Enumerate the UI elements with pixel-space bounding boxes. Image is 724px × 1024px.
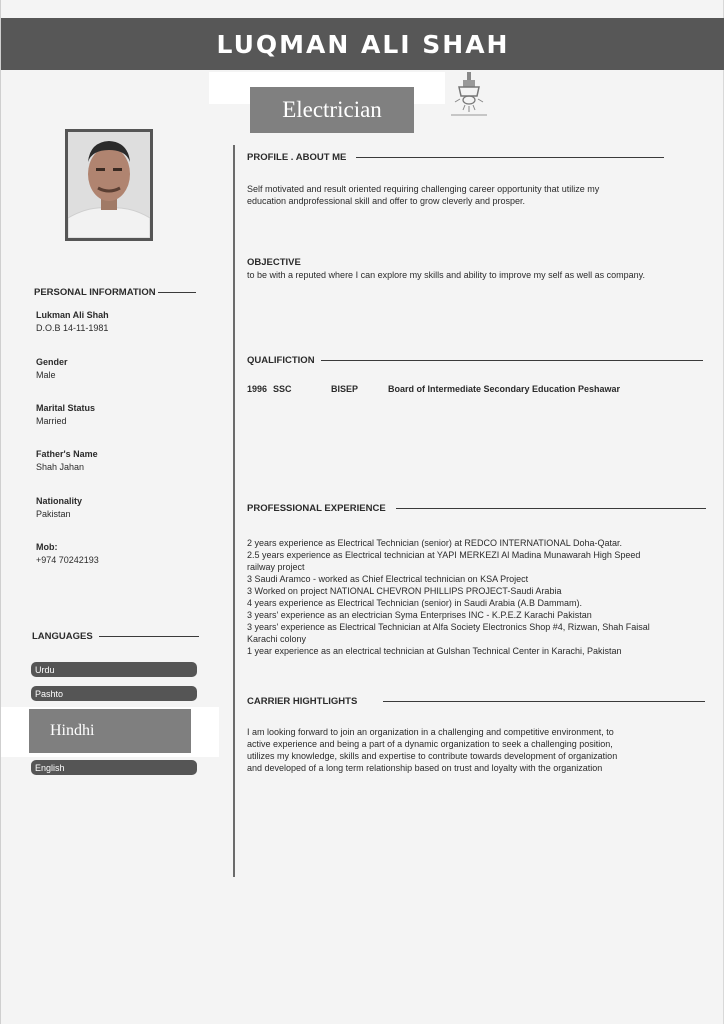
language-english: English [31,760,197,775]
highlights-line: I am looking forward to join an organization in a challenging and competitive environment, to [247,727,614,737]
language-urdu: Urdu [31,662,197,677]
nationality-label: Nationality [36,496,83,506]
marital-block [36,403,95,426]
experience-line: 2 years experience as Electrical Technician (senior) at REDCO INTERNATIONAL Doha-Qatar. [247,538,622,548]
marital-value: Married [36,416,67,426]
father-label: Father's Name [36,449,98,459]
objective-text: to be with a reputed where I can explore my skills and ability to improve my self as well as company. [247,270,646,280]
highlights-heading [247,696,705,707]
languages-heading-text: LANGUAGES [32,631,93,642]
gender-label: Gender [36,357,68,367]
languages-heading [32,631,199,642]
nationality-block [36,496,82,519]
profile-heading [247,152,664,163]
qualification-heading-text: QUALIFICTION [247,355,315,366]
highlights-text [247,726,717,774]
objective-heading [247,257,301,268]
candidate-name: LUQMAN ALI SHAH [216,30,510,59]
experience-line: 1 year experience as an electrical technician at Gulshan Technical Center in Karachi, Pakistan [247,646,622,656]
heading-rule [383,701,705,702]
highlights-line: active experience and being a part of a dynamic organization to seek a challenging position, [247,739,613,749]
experience-line: Karachi colony [247,634,307,644]
mobile-block [36,542,99,565]
experience-heading [247,503,706,514]
heading-rule [158,292,196,293]
experience-heading-text: PROFESSIONAL EXPERIENCE [247,503,386,514]
light-bulb-icon [451,72,487,116]
profile-line: Self motivated and result oriented requiring challenging career opportunity that utilize my [247,184,600,194]
experience-line: 3 Worked on project NATIONAL CHEVRON PHILLIPS PROJECT-Saudi Arabia [247,586,562,596]
heading-rule [396,508,706,509]
heading-rule [321,360,703,361]
highlights-line: utilizes my knowledge, skills and expertise to contribute towards development of organization [247,751,618,761]
qualification-board: Board of Intermediate Secondary Education Peshawar [388,384,621,394]
profile-photo [65,129,153,241]
experience-list [247,537,717,657]
experience-line: 2.5 years experience as Electrical technician at YAPI MERKEZI Al Madina Munawarah High Speed [247,550,641,560]
objective-heading-text: OBJECTIVE [247,257,301,268]
gender-value: Male [36,370,56,380]
heading-rule [99,636,199,637]
qualification-year: 1996 [247,384,268,394]
experience-line: railway project [247,562,305,572]
job-title: Electrician [250,87,414,133]
nationality-value: Pakistan [36,509,71,519]
personal-info-heading [34,287,196,298]
mobile-label: Mob: [36,542,58,552]
gender-block [36,357,68,380]
profile-heading-text: PROFILE . ABOUT ME [247,152,347,163]
experience-line: 3 years' experience as an electrician Syma Enterprises INC - K.P.E.Z Karachi Pakistan [247,610,592,620]
personal-info-heading-text: PERSONAL INFORMATION [34,287,156,298]
father-block [36,449,98,472]
father-value: Shah Jahan [36,462,85,472]
full-name: Lukman Ali Shah [36,310,109,320]
qualification-level: SSC [273,384,292,394]
language-pashto: Pashto [31,686,197,701]
experience-line: 4 years experience as Electrical Technician (senior) in Saudi Arabia (A.B Dammam). [247,598,582,608]
profile-text [247,183,599,207]
qualification-board-code: BISEP [331,384,359,394]
language-hindhi: Hindhi [29,709,191,753]
heading-rule [356,157,664,158]
mobile-value: +974 70242193 [36,555,99,565]
name-dob-block [36,310,109,333]
experience-line: 3 Saudi Aramco - worked as Chief Electrical technician on KSA Project [247,574,529,584]
experience-line: 3 years' experience as Electrical Technician at Alfa Society Electronics Shop #4, Rizwan, Shah Faisal [247,622,650,632]
marital-label: Marital Status [36,403,96,413]
highlights-heading-text: CARRIER HIGHTLIGHTS [247,696,358,707]
profile-line: education andprofessional skill and offer to grow cleverly and prosper. [247,196,525,206]
dob: D.O.B 14-11-1981 [36,323,109,333]
highlights-line: and developed of a long term relationship based on trust and loyalty with the organization [247,763,603,773]
column-divider [233,145,235,877]
qualification-heading [247,355,703,366]
